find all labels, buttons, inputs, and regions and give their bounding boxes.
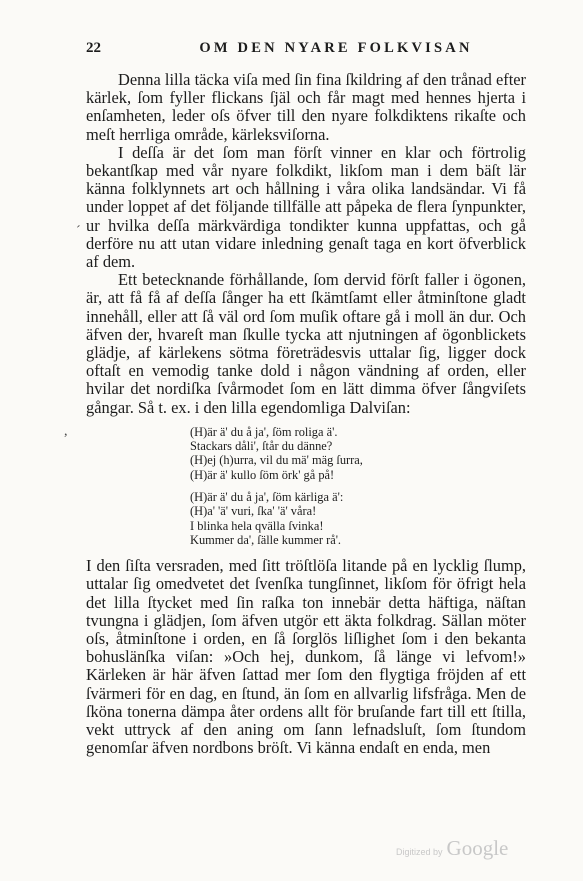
paragraph-3: Ett betecknande förhållande, ſom dervid förſt faller i ögonen, är, att få få af deſſa ſånger ha ett ſkämtſamt eller åtminſtone gladt innehåll, eller att ſå väl ord ſom muſik oftare gå i moll än dur. Och äfven der, hvareſt man ſkulle tycka att njutningen af ögonblickets glädje, af kärlekens sötma företrädesvis uttalar ſig, ligger dock oftaſt en vemodig tanke dold i någon vändning af orden, eller hvilar det nordiſka ſvårmodet ſom en lätt dimma öfver ſångviſets gångar. Så t. ex. i den lilla egendomliga Dalviſan:	[86, 270, 526, 417]
verse-line: (H)ej (h)urra, vil du mä' mäg ſurra,	[190, 453, 363, 468]
paragraph-2: I deſſa är det ſom man förſt vinner en klar och förtrolig bekantſkap med vår nyare folkdikt, likſom man i dem bäſt lär känna folklynnets art och hållning i våra olika landsändar. Vi få under loppet af det följande tillfälle att påpeka de flera ſynpunkter, ur hvilka deſſa märkvärdiga tondikter kunna uppfattas, och gå derföre nu att utan vidare inledning genaſt taga en kort öfverblick af dem.	[86, 142, 526, 272]
verse-line: I blinka hela qvälla ſvinka!	[190, 518, 324, 533]
digitized-by-google-watermark	[396, 836, 508, 861]
margin-mark: ´	[76, 224, 81, 239]
margin-mark: ,	[64, 424, 68, 439]
running-title: OM DEN NYARE FOLKVISAN	[199, 40, 473, 56]
verse-line: Stackars dåli', ſtår du dänne?	[190, 439, 333, 454]
watermark-prefix: Digitized by	[396, 847, 443, 857]
verse-line: (H)a' 'ä' vuri, ſka' 'ä' våra!	[190, 504, 317, 519]
verse-line: (H)är ä' kullo ſöm örk' gå på!	[190, 467, 335, 482]
verse-line: (H)är ä' du å ja', ſöm kärliga ä':	[190, 490, 344, 505]
google-logo: Google	[446, 836, 509, 860]
verse-line: (H)är ä' du å ja', ſöm roliga ä'.	[190, 424, 338, 439]
page-body	[86, 71, 526, 757]
paragraph-4: I den ſiſta versraden, med ſitt tröſtlöſa litande på en lycklig ſlump, uttalar ſig omedvetet det ſvenſka tungſinnet, likſom för öfrigt hela det lilla ſtycket med ſin raſka ton innebär detta häftiga, näſtan tvungna i glädjen, ſom äfven utgör ett äkta folkdrag. Sällan möter oſs, åtminſtone i orden, en ſå ſorglös liſlighet ſom i den bekanta bohuslänſka viſan: »Och hej, dunkom, ſå länge vi lefvom!» Kärleken är här äfven ſattad mer ſom den flygtiga fröjden af ett ſvärmeri för en dag, en ſtund, än ſom en allvarlig lifsfråga. Men de ſköna tonerna dämpa åter ordens allt för bruſande fart till ett ſtilla, vekt uttryck af den aning om ſann lefnadsluſt, ſom ſtundom genomſar äfven nordbons bröſt. Vi känna endaſt en enda, men	[86, 556, 526, 758]
verse-line: Kummer da', ſälle kummer rå'.	[190, 532, 342, 547]
page-number: 22	[86, 40, 101, 56]
verse-stanza-2	[190, 490, 526, 547]
running-header	[86, 40, 526, 62]
verse-stanza-1	[190, 425, 526, 482]
paragraph-1: Denna lilla täcka viſa med ſin fina ſkildring af den trånad efter kärlek, ſom fyller flickans ſjäl och får magt med hennes hjerta i enſamheten, leder oſs öfver till den nyare folkdiktens rikaſte och meſt herrliga område, kärleksviſorna.	[86, 70, 526, 144]
verse-block	[190, 425, 526, 547]
